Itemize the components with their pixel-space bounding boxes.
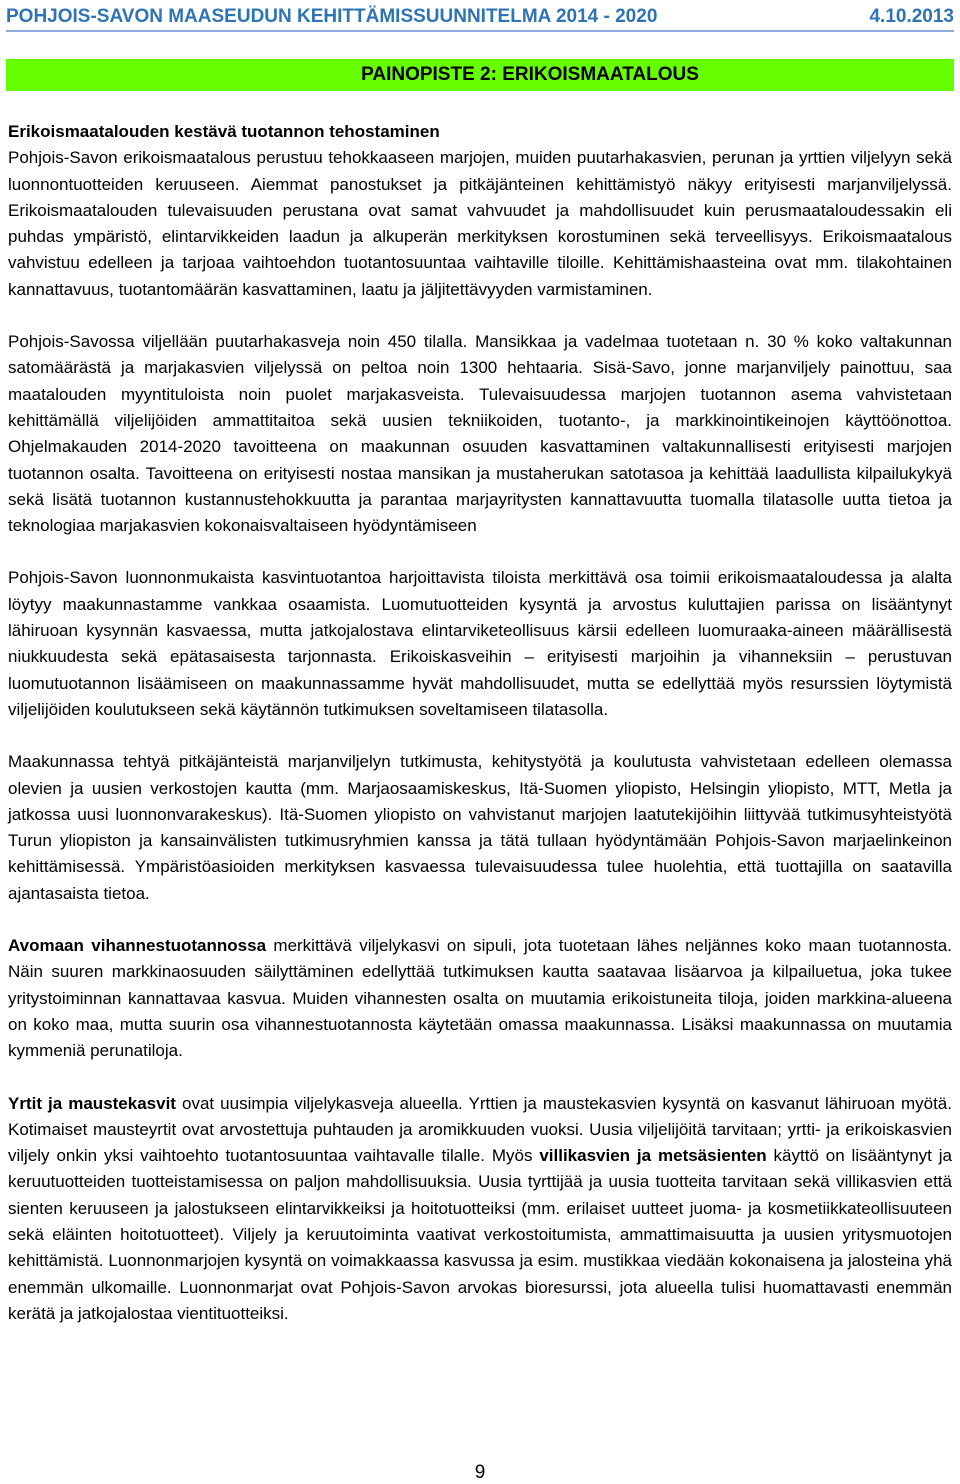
subheading: Erikoismaatalouden kestävä tuotannon tehostaminen <box>8 122 440 141</box>
page-header <box>6 4 954 32</box>
paragraph-herbs-text-2: käyttö on lisääntynyt ja keruutuotteiden tuotteistamisessa on paljon mahdollisuuksia. Uusia tyrttijää ja uusia tuotteita tarvitaan sekä villikasvien että sienten keruuseen ja jalostukseen elintarvikkeiksi ja hoitotuotteiksi (mm. erilaiset uutteet juoma- ja kosmetiikkateollisuuteen sekä eläinten hoitotuotteet). Viljely ja keruutoiminta vaativat verkostoitumista, ammattimaisuutta ja uusien yritysmuotojen kehittämistä. Luonnonmarjojen kysyntä on voimakkaassa kasvussa ja esim. mustikkaa viedään kokonaisena ja jalosteina yhä enemmän ulkomaille. Luonnonmarjat ovat Pohjois-Savon arvokas bioresurssi, jota alueella tulisi huomattavasti enemmän kerätä ja jatkojalostaa vientituotteiksi. <box>8 1146 952 1323</box>
document-date: 4.10.2013 <box>869 6 954 27</box>
paragraph-herbs <box>8 1091 952 1328</box>
document-title: POHJOIS-SAVON MAASEUDUN KEHITTÄMISSUUNNITELMA 2014 - 2020 <box>6 6 658 27</box>
section-banner <box>6 59 954 91</box>
paragraph-intro: Pohjois-Savon erikoismaatalous perustuu tehokkaaseen marjojen, muiden puutarhakasvien, perunan ja yrttien viljelyyn sekä luonnontuotteiden keruuseen. Aiemmat panostukset ja pitkäjänteinen kehittämistyö näkyy erityisesti marjanviljelyssä. Erikoismaatalouden tulevaisuuden perustana ovat samat vahvuudet ja mahdollisuudet kuin perusmaataloudessakin eli puhdas ympäristö, elintarvikkeiden laadun ja alkuperän merkityksen korostuminen sekä terveellisyys. Erikoismaatalous vahvistuu edelleen ja tarjoaa vaihtoehdon tuotantosuuntaa vaihtaville tiloille. Kehittämishaasteina ovat mm. tilakohtainen kannattavuus, tuotantomäärän kasvattaminen, laatu ja jäljitettävyyden varmistaminen. <box>8 148 952 299</box>
paragraph-vegetables-text: merkittävä viljelykasvi on sipuli, jota tuotetaan lähes neljännes koko maan tuotannosta. Näin suuren markkinaosuuden säilyttäminen edellyttää tutkimuksen kautta saatavaa lisäarvoa ja kilpailuetua, joka tukee yritystoiminnan kannattavaa kasvua. Muiden vihannesten osalta on muutamia erikoistuneita tiloja, joiden markkina-alueena on koko maa, mutta suurin osa vihannestuotannosta käytetään omassa maakunnassa. Lisäksi maakunnassa on muutamia kymmeniä perunatiloja. <box>8 936 952 1061</box>
paragraph-vegetables <box>8 933 952 1064</box>
document-body <box>8 119 952 1327</box>
paragraph-herbs-text-1: ovat uusimpia viljelykasveja alueella. Yrttien ja maustekasvien kysyntä on kasvanut lähiruoan myötä. Kotimaiset mausteyrtit ovat arvostettuja puhtauden ja aromikkuuden vuoksi. Uusia viljelijöitä tarvitaan; yrtti- ja erikoiskasvien viljely onkin yksi vaihtoehto tuotantosuuntaa vaihtavalle tilalle. Myös <box>8 1093 952 1166</box>
page-number: 9 <box>474 1462 486 1483</box>
bold-term-vegetables: Avomaan vihannestuotannossa <box>8 936 267 956</box>
bold-term-herbs: Yrtit ja maustekasvit <box>8 1093 176 1113</box>
bold-term-wild-plants: villikasvien ja metsäsienten <box>539 1146 767 1166</box>
paragraph-horticulture: Pohjois-Savossa viljellään puutarhakasveja noin 450 tilalla. Mansikkaa ja vadelmaa tuotetaan n. 30 % koko valtakunnan satomäärästä ja marjakasvien viljelyssä on peltoa noin 1300 hehtaaria. Sisä-Savo, jonne marjanviljely painottuu, saa maatalouden myyntituloista noin puolet marjakasveista. Tulevaisuudessa marjojen tuotannon asema vahvistetaan kehittämällä viljelijöiden ammattitaitoa sekä uusien tekniikoiden, tuotanto-, ja markkinointikeinojen käyttöönottoa. Ohjelmakauden 2014-2020 tavoitteena on maakunnan osuuden kasvattaminen valtakunnallisesti erityisesti marjojen tuotannon osalta. Tavoitteena on erityisesti nostaa mansikan ja mustaherukan satotasoa ja kehittää laadullista kilpailukykyä sekä lisätä tuotannon kustannustehokkuutta ja parantaa marjayritysten kannattavuutta tuomalla tilatasolle uutta tietoa ja teknologiaa marjakasvien kokonaisvaltaiseen hyödyntämiseen <box>8 332 952 536</box>
section-title: PAINOPISTE 2: ERIKOISMAATALOUS <box>361 64 699 85</box>
paragraph-organic: Pohjois-Savon luonnonmukaista kasvintuotantoa harjoittavista tiloista merkittävä osa toimii erikoismaataloudessa ja alalta löytyy maakunnastamme vankkaa osaamista. Luomutuotteiden kysyntä ja arvostus kuluttajien parissa on lisääntynyt lähiruoan kysynnän kasvaessa, mutta jatkojalostava elintarviketeollisuus kärsii edelleen luomuraaka-aineen määrällisestä niukkuudesta sekä epätasaisesta tarjonnasta. Erikoiskasveihin – erityisesti marjoihin ja vihanneksiin – perustuvan luomutuotannon lisäämiseen on maakunnassamme hyvät mahdollisuudet, mutta se edellyttää myös resurssien löytymistä viljelijöiden koulutukseen sekä käytännön tutkimuksen soveltamiseen tilatasolla. <box>8 568 952 719</box>
paragraph-research: Maakunnassa tehtyä pitkäjänteistä marjanviljelyn tutkimusta, kehitystyötä ja koulutusta vahvistetaan edelleen olemassa olevien ja uusien verkostojen kautta (mm. Marjaosaamiskeskus, Itä-Suomen yliopisto, Helsingin yliopisto, MTT, Metla ja jatkossa uusi luonnonvarakeskus). Itä-Suomen yliopisto on vahvistanut marjojen laatutekijöihin liittyvää tutkimusyhteistyötä Turun yliopiston ja kansainvälisten tutkimusryhmien kanssa ja tätä tullaan hyödyntämään Pohjois-Savon marjaelinkeinon kehittämisessä. Ympäristöasioiden merkityksen kasvaessa tulevaisuudessa tulee huolehtia, että tuottajilla on saatavilla ajantasaista tietoa. <box>8 752 952 903</box>
